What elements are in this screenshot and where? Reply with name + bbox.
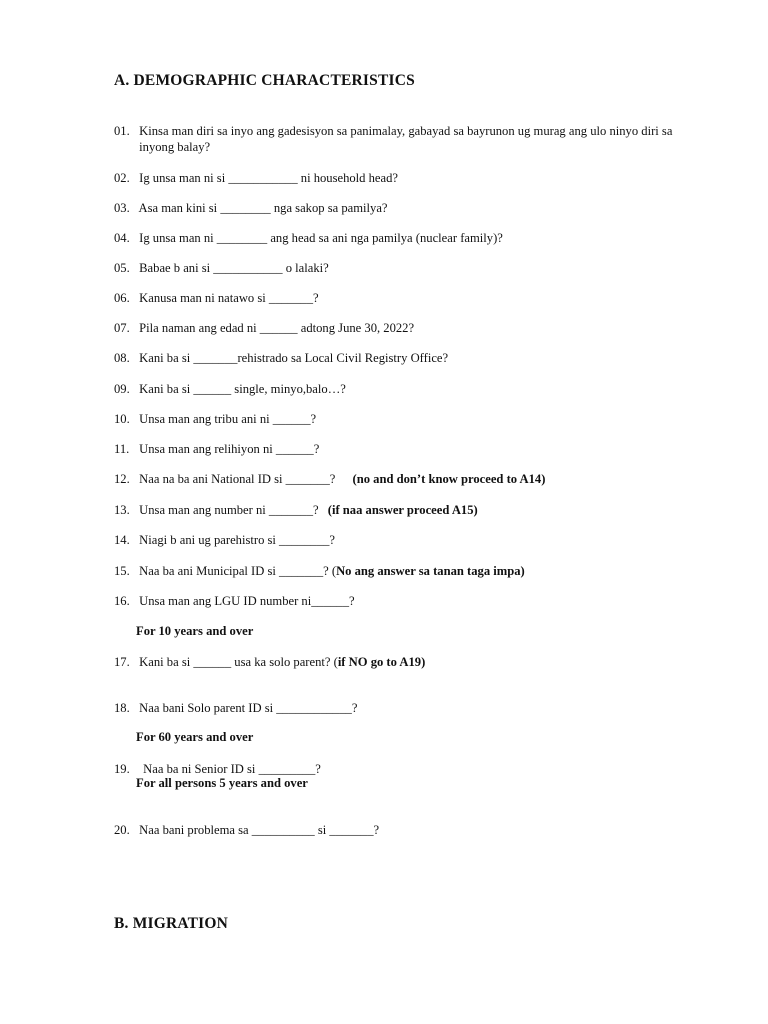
question-07: [114, 320, 414, 336]
question-text: Unsa man ang number ni _______?: [139, 503, 319, 517]
question-19: [114, 761, 321, 777]
question-15: [114, 563, 525, 579]
question-02: [114, 170, 398, 186]
question-text: Unsa man ang LGU ID number ni______?: [139, 594, 355, 608]
question-number: 16.: [114, 594, 130, 608]
age-group-note-5: For all persons 5 years and over: [136, 776, 308, 790]
question-text: Naa ba ani Municipal ID si _______? (: [139, 564, 337, 578]
question-06: [114, 290, 319, 306]
question-text: Kanusa man ni natawo si _______?: [139, 291, 319, 305]
section-b-title: B. MIGRATION: [114, 915, 229, 932]
question-number: 13.: [114, 503, 130, 517]
question-instruction: (if naa answer proceed A15): [327, 503, 478, 517]
question-number: 11.: [114, 442, 130, 456]
question-number: 02.: [114, 171, 130, 185]
question-04: [114, 230, 503, 246]
question-08: [114, 350, 448, 366]
question-number: 01.: [114, 124, 130, 138]
question-number: 12.: [114, 472, 130, 486]
question-text: Babae b ani si ___________ o lalaki?: [139, 261, 329, 275]
question-number: 04.: [114, 231, 130, 245]
question-01: [114, 123, 684, 155]
question-16: [114, 593, 355, 609]
question-text: Naa bani problema sa __________ si _______?: [139, 823, 380, 837]
question-13: [114, 502, 478, 518]
question-text: Niagi b ani ug parehistro si ________?: [139, 533, 336, 547]
question-text: Kani ba si _______rehistrado sa Local Civil Registry Office?: [139, 351, 449, 365]
question-number: 09.: [114, 382, 130, 396]
question-number: 06.: [114, 291, 130, 305]
question-number: 14.: [114, 533, 130, 547]
question-number: 08.: [114, 351, 130, 365]
question-number: 05.: [114, 261, 130, 275]
question-instruction: No ang answer sa tanan taga impa): [336, 564, 525, 578]
question-text: Unsa man ang relihiyon ni ______?: [139, 442, 320, 456]
question-text: Kani ba si ______ single, minyo,balo…?: [139, 382, 346, 396]
question-instruction: (no and don’t know proceed to A14): [352, 472, 546, 486]
question-text: Kinsa man diri sa inyo ang gadesisyon sa panimalay, gabayad sa bayrunon ug murag ang ulo ninyo diri sa inyong balay?: [139, 124, 673, 154]
question-09: [114, 381, 346, 397]
question-text: Naa na ba ani National ID si _______?: [139, 472, 336, 486]
question-10: [114, 411, 316, 427]
age-group-note-60: For 60 years and over: [136, 730, 254, 744]
question-number: 17.: [114, 655, 130, 669]
question-number: 10.: [114, 412, 130, 426]
question-18: [114, 700, 357, 716]
question-text: Ig unsa man ni si ___________ ni household head?: [139, 171, 398, 185]
question-text: Unsa man ang tribu ani ni ______?: [139, 412, 317, 426]
question-14: [114, 532, 335, 548]
question-05: [114, 260, 329, 276]
question-12: [114, 471, 545, 487]
question-number: 20.: [114, 823, 130, 837]
question-number: 19.: [114, 762, 130, 776]
question-instruction: if NO go to A19): [337, 655, 426, 669]
question-03: [114, 200, 388, 216]
question-20: [114, 822, 379, 838]
age-group-note-10: For 10 years and over: [136, 624, 254, 638]
question-17: [114, 654, 425, 670]
question-number: 07.: [114, 321, 130, 335]
section-a-title: A. DEMOGRAPHIC CHARACTERISTICS: [114, 72, 415, 89]
question-text: Asa man kini si ________ nga sakop sa pamilya?: [138, 201, 388, 215]
question-text: Ig unsa man ni ________ ang head sa ani nga pamilya (nuclear family)?: [139, 231, 503, 245]
question-number: 18.: [114, 701, 130, 715]
question-text: Naa ba ni Senior ID si _________?: [143, 762, 321, 776]
question-11: [114, 441, 319, 457]
question-text: Naa bani Solo parent ID si ____________?: [139, 701, 358, 715]
question-text: Pila naman ang edad ni ______ adtong June 30, 2022?: [139, 321, 415, 335]
question-text: Kani ba si ______ usa ka solo parent? (: [139, 655, 338, 669]
question-number: 03.: [114, 201, 130, 215]
question-number: 15.: [114, 564, 130, 578]
